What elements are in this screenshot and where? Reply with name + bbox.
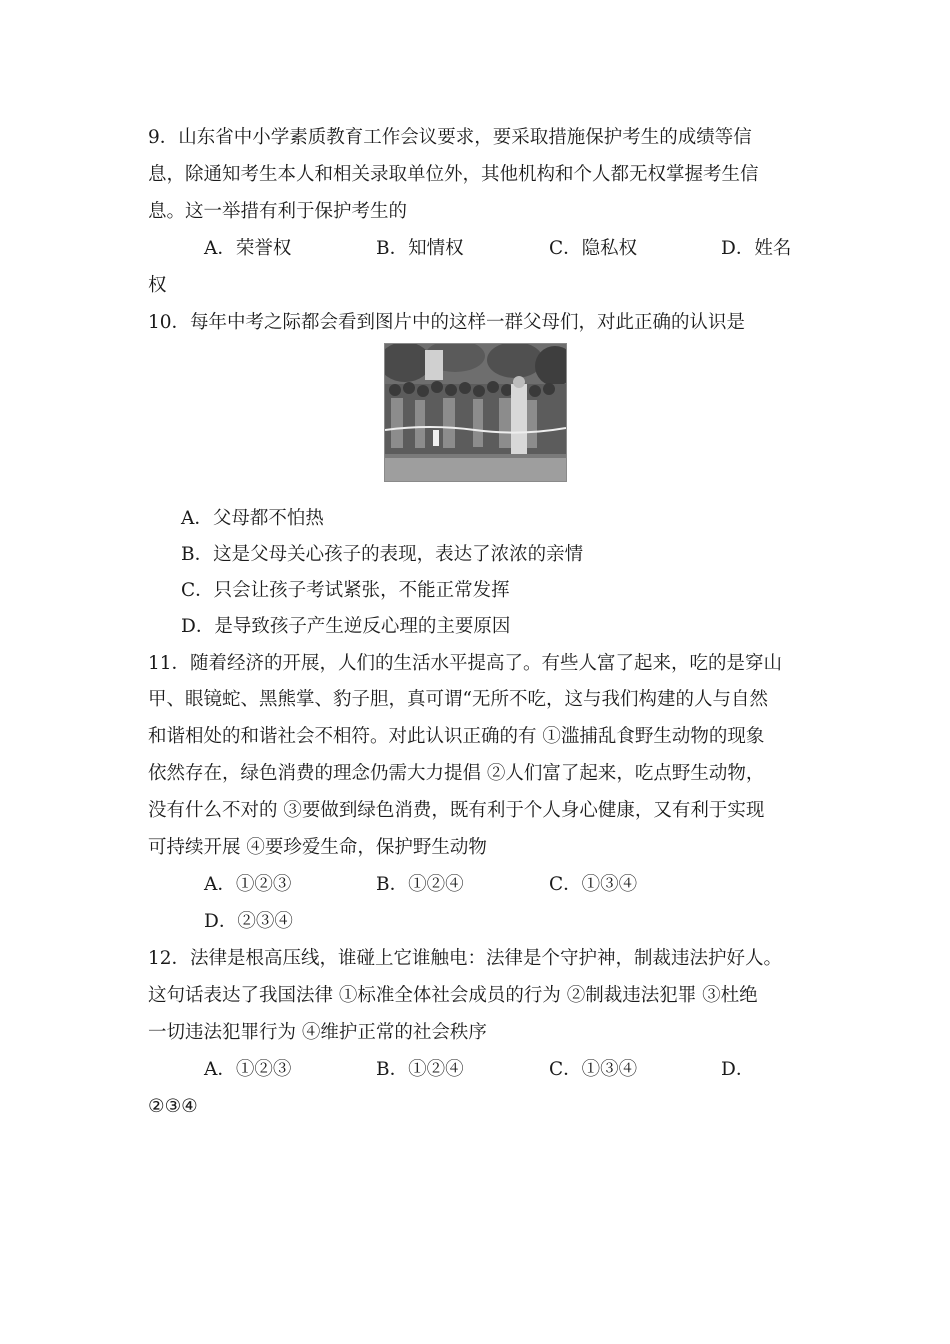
q11-stem-line-3: 和谐相处的和谐社会不相符。对此认识正确的有 ①滥捕乱食野生动物的现象 (148, 726, 765, 747)
q12-option-d-wrap: ②③④ (148, 1096, 198, 1117)
q10-option-d: D．是导致孩子产生逆反心理的主要原因 (181, 616, 511, 637)
q9-option-d: D．姓名 (721, 238, 792, 259)
q11-stem-line-1: 11．随着经济的开展，人们的生活水平提高了。有些人富了起来，吃的是穿山 (148, 653, 783, 674)
q10-stem: 10．每年中考之际都会看到图片中的这样一群父母们，对此正确的认识是 (148, 312, 746, 333)
q11-stem-line-5: 没有什么不对的 ③要做到绿色消费，既有利于个人身心健康，又有利于实现 (148, 800, 765, 821)
q11-stem-line-6: 可持续开展 ④要珍爱生命，保护野生动物 (148, 837, 487, 858)
q10-option-a: A．父母都不怕热 (181, 508, 324, 529)
q10-option-c: C．只会让孩子考试紧张，不能正常发挥 (181, 580, 510, 601)
q9-option-a: A．荣誉权 (204, 238, 292, 259)
q9-option-d-wrap: 权 (148, 275, 167, 296)
q12-option-d: D． (721, 1059, 755, 1080)
q11-option-a: A．①②③ (204, 874, 292, 895)
q9-stem-line-1: 9．山东省中小学素质教育工作会议要求，要采取措施保护考生的成绩等信 (148, 127, 752, 148)
q12-option-c: C．①③④ (549, 1059, 638, 1080)
q12-stem-line-3: 一切违法犯罪行为 ④维护正常的社会秩序 (148, 1022, 487, 1043)
q12-stem-line-2: 这句话表达了我国法律 ①标准全体社会成员的行为 ②制裁违法犯罪 ③杜绝 (148, 985, 758, 1006)
q11-option-b: B．①②④ (376, 874, 464, 895)
q12-stem-line-1: 12．法律是根高压线，谁碰上它谁触电：法律是个守护神，制裁违法护好人。 (148, 948, 783, 969)
q11-stem-line-2: 甲、眼镜蛇、黑熊掌、豹子胆，真可谓“无所不吃，这与我们构建的人与自然 (148, 689, 768, 710)
q11-option-d: D．②③④ (204, 911, 293, 932)
q9-option-b: B．知情权 (376, 238, 464, 259)
parents-waiting-photo (384, 343, 567, 482)
q11-option-c: C．①③④ (549, 874, 638, 895)
q12-option-b: B．①②④ (376, 1059, 464, 1080)
q9-option-c: C．隐私权 (549, 238, 638, 259)
q11-stem-line-4: 依然存在，绿色消费的理念仍需大力提倡 ②人们富了起来，吃点野生动物， (148, 763, 765, 784)
q9-stem-line-2: 息，除通知考生本人和相关录取单位外，其他机构和个人都无权掌握考生信 (148, 164, 759, 185)
q10-option-b: B．这是父母关心孩子的表现，表达了浓浓的亲情 (181, 544, 584, 565)
q9-stem-line-3: 息。这一举措有利于保护考生的 (148, 201, 408, 222)
q12-option-a: A．①②③ (204, 1059, 292, 1080)
